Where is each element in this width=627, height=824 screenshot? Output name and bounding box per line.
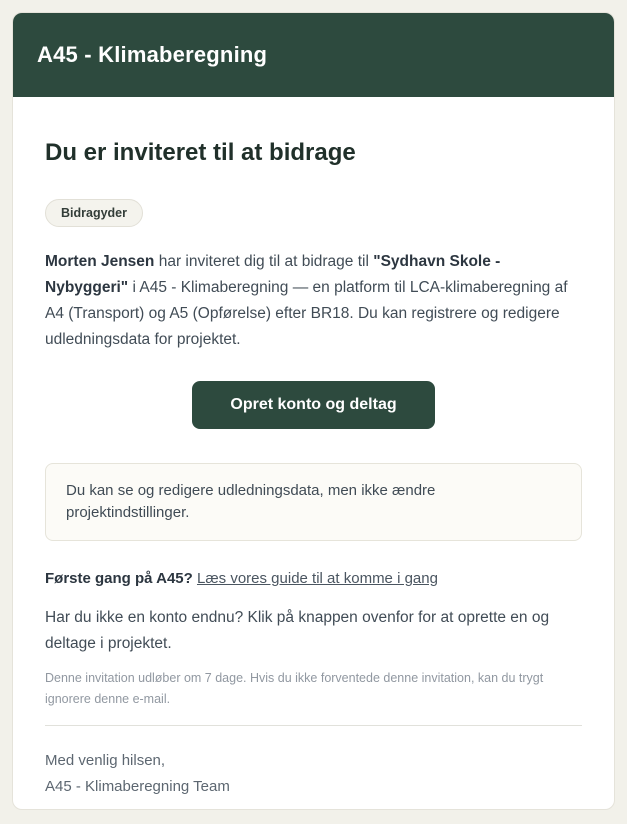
signoff-line1: Med venlig hilsen, <box>45 752 166 769</box>
permissions-note-text: Du kan se og redigere udledningsdata, men ikke ændre projektindstillinger. <box>66 482 436 521</box>
signoff <box>45 748 582 800</box>
role-badge: Bidragyder <box>45 199 143 227</box>
invite-text-1: har inviteret dig til at bidrage til <box>154 253 374 270</box>
inviter-name: Morten Jensen <box>45 253 155 270</box>
invitation-heading: Du er inviteret til at bidrage <box>45 139 356 166</box>
invite-text-2: i A45 - Klimaberegning — en platform til LCA-klimaberegning af A4 (Transport) og A5 (Opførelse) efter BR18. Du kan registrere og redigere udledningsdata for projektet. <box>45 279 568 348</box>
first-time-lead: Første gang på A45? <box>45 570 193 587</box>
app-title: A45 - Klimaberegning <box>37 42 268 67</box>
getting-started-guide-link[interactable]: Læs vores guide til at komme i gang <box>196 570 438 587</box>
signoff-line2: A45 - Klimaberegning Team <box>45 778 230 795</box>
project-name: "Sydhavn Skole - Nybyggeri" <box>45 253 501 296</box>
email-header <box>13 13 614 97</box>
expiry-note: Denne invitation udløber om 7 dage. Hvis du ikke forventede denne invitation, kan du trygt ignorere denne e-mail. <box>45 671 544 706</box>
cta-row <box>45 381 582 429</box>
no-account-paragraph: Har du ikke en konto endnu? Klik på knappen ovenfor for at oprette en og deltage i projektet. <box>45 609 550 652</box>
email-body <box>13 97 614 800</box>
permissions-note-box <box>45 463 582 541</box>
footer-divider <box>45 725 582 726</box>
first-time-line <box>45 567 582 591</box>
invite-paragraph <box>45 249 582 353</box>
create-account-button[interactable]: Opret konto og deltag <box>192 381 434 429</box>
invitation-email-card <box>12 12 615 810</box>
